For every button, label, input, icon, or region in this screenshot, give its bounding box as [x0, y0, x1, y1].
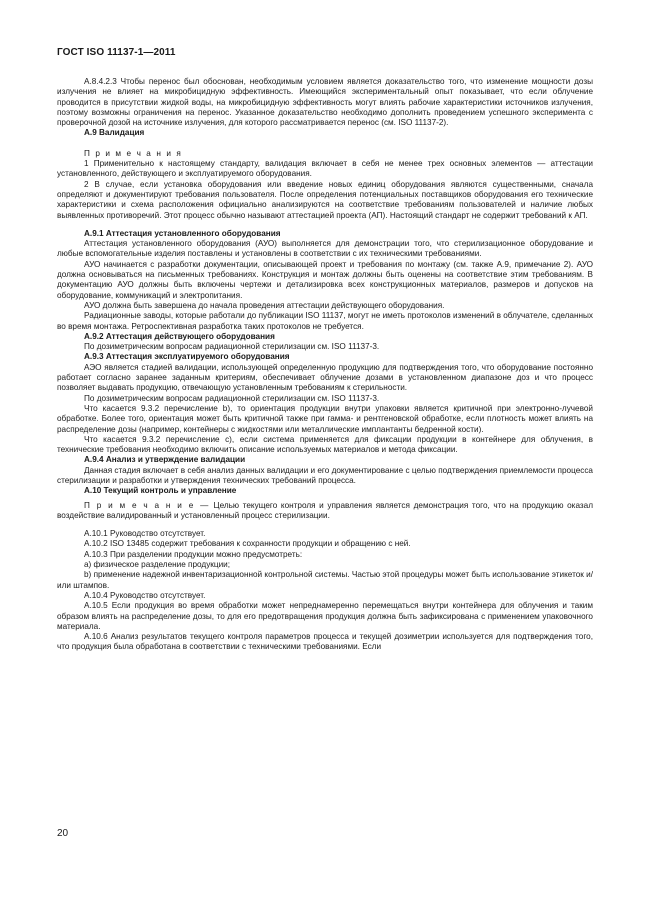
- document-header: ГОСТ ISO 11137-1—2011: [57, 47, 176, 58]
- paragraph: A.10.2 ISO 13485 содержит требования к сохранности продукции и обращению с ней.: [84, 539, 411, 549]
- note-label: П р и м е ч а н и е —: [84, 500, 210, 510]
- note-text: Целью текущего контроля и управления является демонстрация того, что на продукцию оказал воздействие валидированный и установленный процесс стерилизации.: [57, 500, 593, 520]
- paragraph: По дозиметрическим вопросам радиационной стерилизации см. ISO 11137-3.: [84, 342, 380, 352]
- paragraph: Что касается 9.3.2 перечисление b), то ориентация продукции внутри упаковки является критичной при электронно-лучевой обработке. Более того, ориентация может быть критичной также при гамма- и рентгеновской обработке, если плотность может влиять на распределение дозы (например, контейнеры с жидкостями или металлические имплантанты бедренной кости).: [57, 403, 593, 434]
- paragraph: A.10.3 При разделении продукции можно предусмотреть:: [84, 549, 303, 559]
- note-paragraph: [57, 501, 593, 522]
- note-item: 2 В случае, если установка оборудования или введение новых единиц оборудования являются существенными, сначала определяют и документируют требования пользователя. После определения потенциальных поставщиков оборудования его технические характеристики и схема расположения официально анализируются на соответствие требованиям пользователей и наличие любых выявленных противоречий. Этот процесс обычно называют аттестацией проекта (АП). Настоящий стандарт не содержит требований к АП.: [57, 179, 593, 220]
- page-number: 20: [57, 828, 69, 839]
- paragraph: A.10.4 Руководство отсутствует.: [84, 590, 206, 600]
- list-item: b) применение надежной инвентаризационной контрольной системы. Частью этой процедуры может быть использование этикеток и/или штампов.: [57, 570, 593, 590]
- paragraph: По дозиметрическим вопросам радиационной стерилизации см. ISO 11137-3.: [84, 393, 380, 403]
- note-title: П р и м е ч а н и я: [84, 148, 183, 158]
- section-heading: A.9.3 Аттестация эксплуатируемого оборудования: [84, 352, 290, 362]
- paragraph: A.8.4.2.3 Чтобы перенос был обоснован, необходимым условием является доказательство того, что изменение мощности дозы излучения не влияет на микробицидную эффективность. Имеющийся экспериментальный опыт показывает, что если облучение проводится в присутствии жидкой воды, на микробицидную эффективность могут влиять рабочие характеристики источников излучения, поэтому возможны ограничения на перенос. Указанное доказательство необходимо дополнить проведением успешного эксперимента с проверочной дозой на источнике излучения, для которого рассматривается перенос (см. ISO 11137-2).: [57, 77, 593, 128]
- paragraph: Аттестация установленного оборудования (АУО) выполняется для демонстрации того, что стерилизационное оборудование и любые вспомогательные изделия поставлены и установлены в соответствии с их техническими требованиями.: [57, 239, 593, 259]
- list-item: a) физическое разделение продукции;: [84, 560, 230, 570]
- paragraph: Что касается 9.3.2 перечисление c), если система применяется для фиксации продукции в контейнере для облучения, в технические требования необходимо включить описание используемых материалов и метода фиксации.: [57, 434, 593, 455]
- paragraph: A.10.1 Руководство отсутствует.: [84, 529, 206, 539]
- paragraph: Радиационные заводы, которые работали до публикации ISO 11137, могут не иметь протоколов изменений в облучателе, сделанных во время монтажа. Ретроспективная разработка таких протоколов не требуется.: [57, 311, 593, 331]
- paragraph: АЭО является стадией валидации, использующей определенную продукцию для подтверждения того, что оборудование постоянно работает согласно заранее заданным критериям, обеспечивает облучение дозами в установленном диапазоне доз и что процесс позволяет выдавать продукцию, отвечающую установленным требованиям к стерильности.: [57, 362, 593, 393]
- paragraph: АУО начинается с разработки документации, описывающей проект и требования по монтажу (см. также A.9, примечание 2). АУО должна основываться на письменных требованиях. Конструкция и монтаж должны быть оценены на соответствие этим требованиям. В документацию АУО должны быть включены чертежи и детализировка всех конструкционных материалов, размеров и допусков на оборудование, коммуникаций и электропитания.: [57, 259, 593, 300]
- paragraph: АУО должна быть завершена до начала проведения аттестации действующего оборудования.: [84, 300, 445, 310]
- document-body: [57, 77, 593, 653]
- section-heading: A.9.2 Аттестация действующего оборудования: [84, 331, 275, 341]
- section-heading: A.9 Валидация: [84, 128, 145, 138]
- section-heading: A.9.4 Анализ и утверждение валидации: [84, 455, 246, 465]
- section-heading: A.9.1 Аттестация установленного оборудования: [84, 228, 281, 238]
- section-heading: A.10 Текущий контроль и управление: [84, 486, 237, 496]
- paragraph: A.10.6 Анализ результатов текущего контроля параметров процесса и текущей дозиметрии используется для подтверждения того, что продукция была обработана в соответствии с техническими требованиями. Если: [57, 632, 593, 652]
- note-item: 1 Применительно к настоящему стандарту, валидация включает в себя не менее трех основных элементов — аттестации установленного, действующего и эксплуатируемого оборудования.: [57, 159, 593, 179]
- paragraph: A.10.5 Если продукция во время обработки может непреднамеренно перемещаться внутри контейнера для облучения и таким образом влиять на распределение дозы, то для его предотвращения продукция должна быть зафиксирована с применением упаковочного материала.: [57, 601, 593, 631]
- paragraph: Данная стадия включает в себя анализ данных валидации и его документирование с целью подтверждения приемлемости процесса стерилизации и разработки и утверждения технических требований процесса.: [57, 465, 593, 485]
